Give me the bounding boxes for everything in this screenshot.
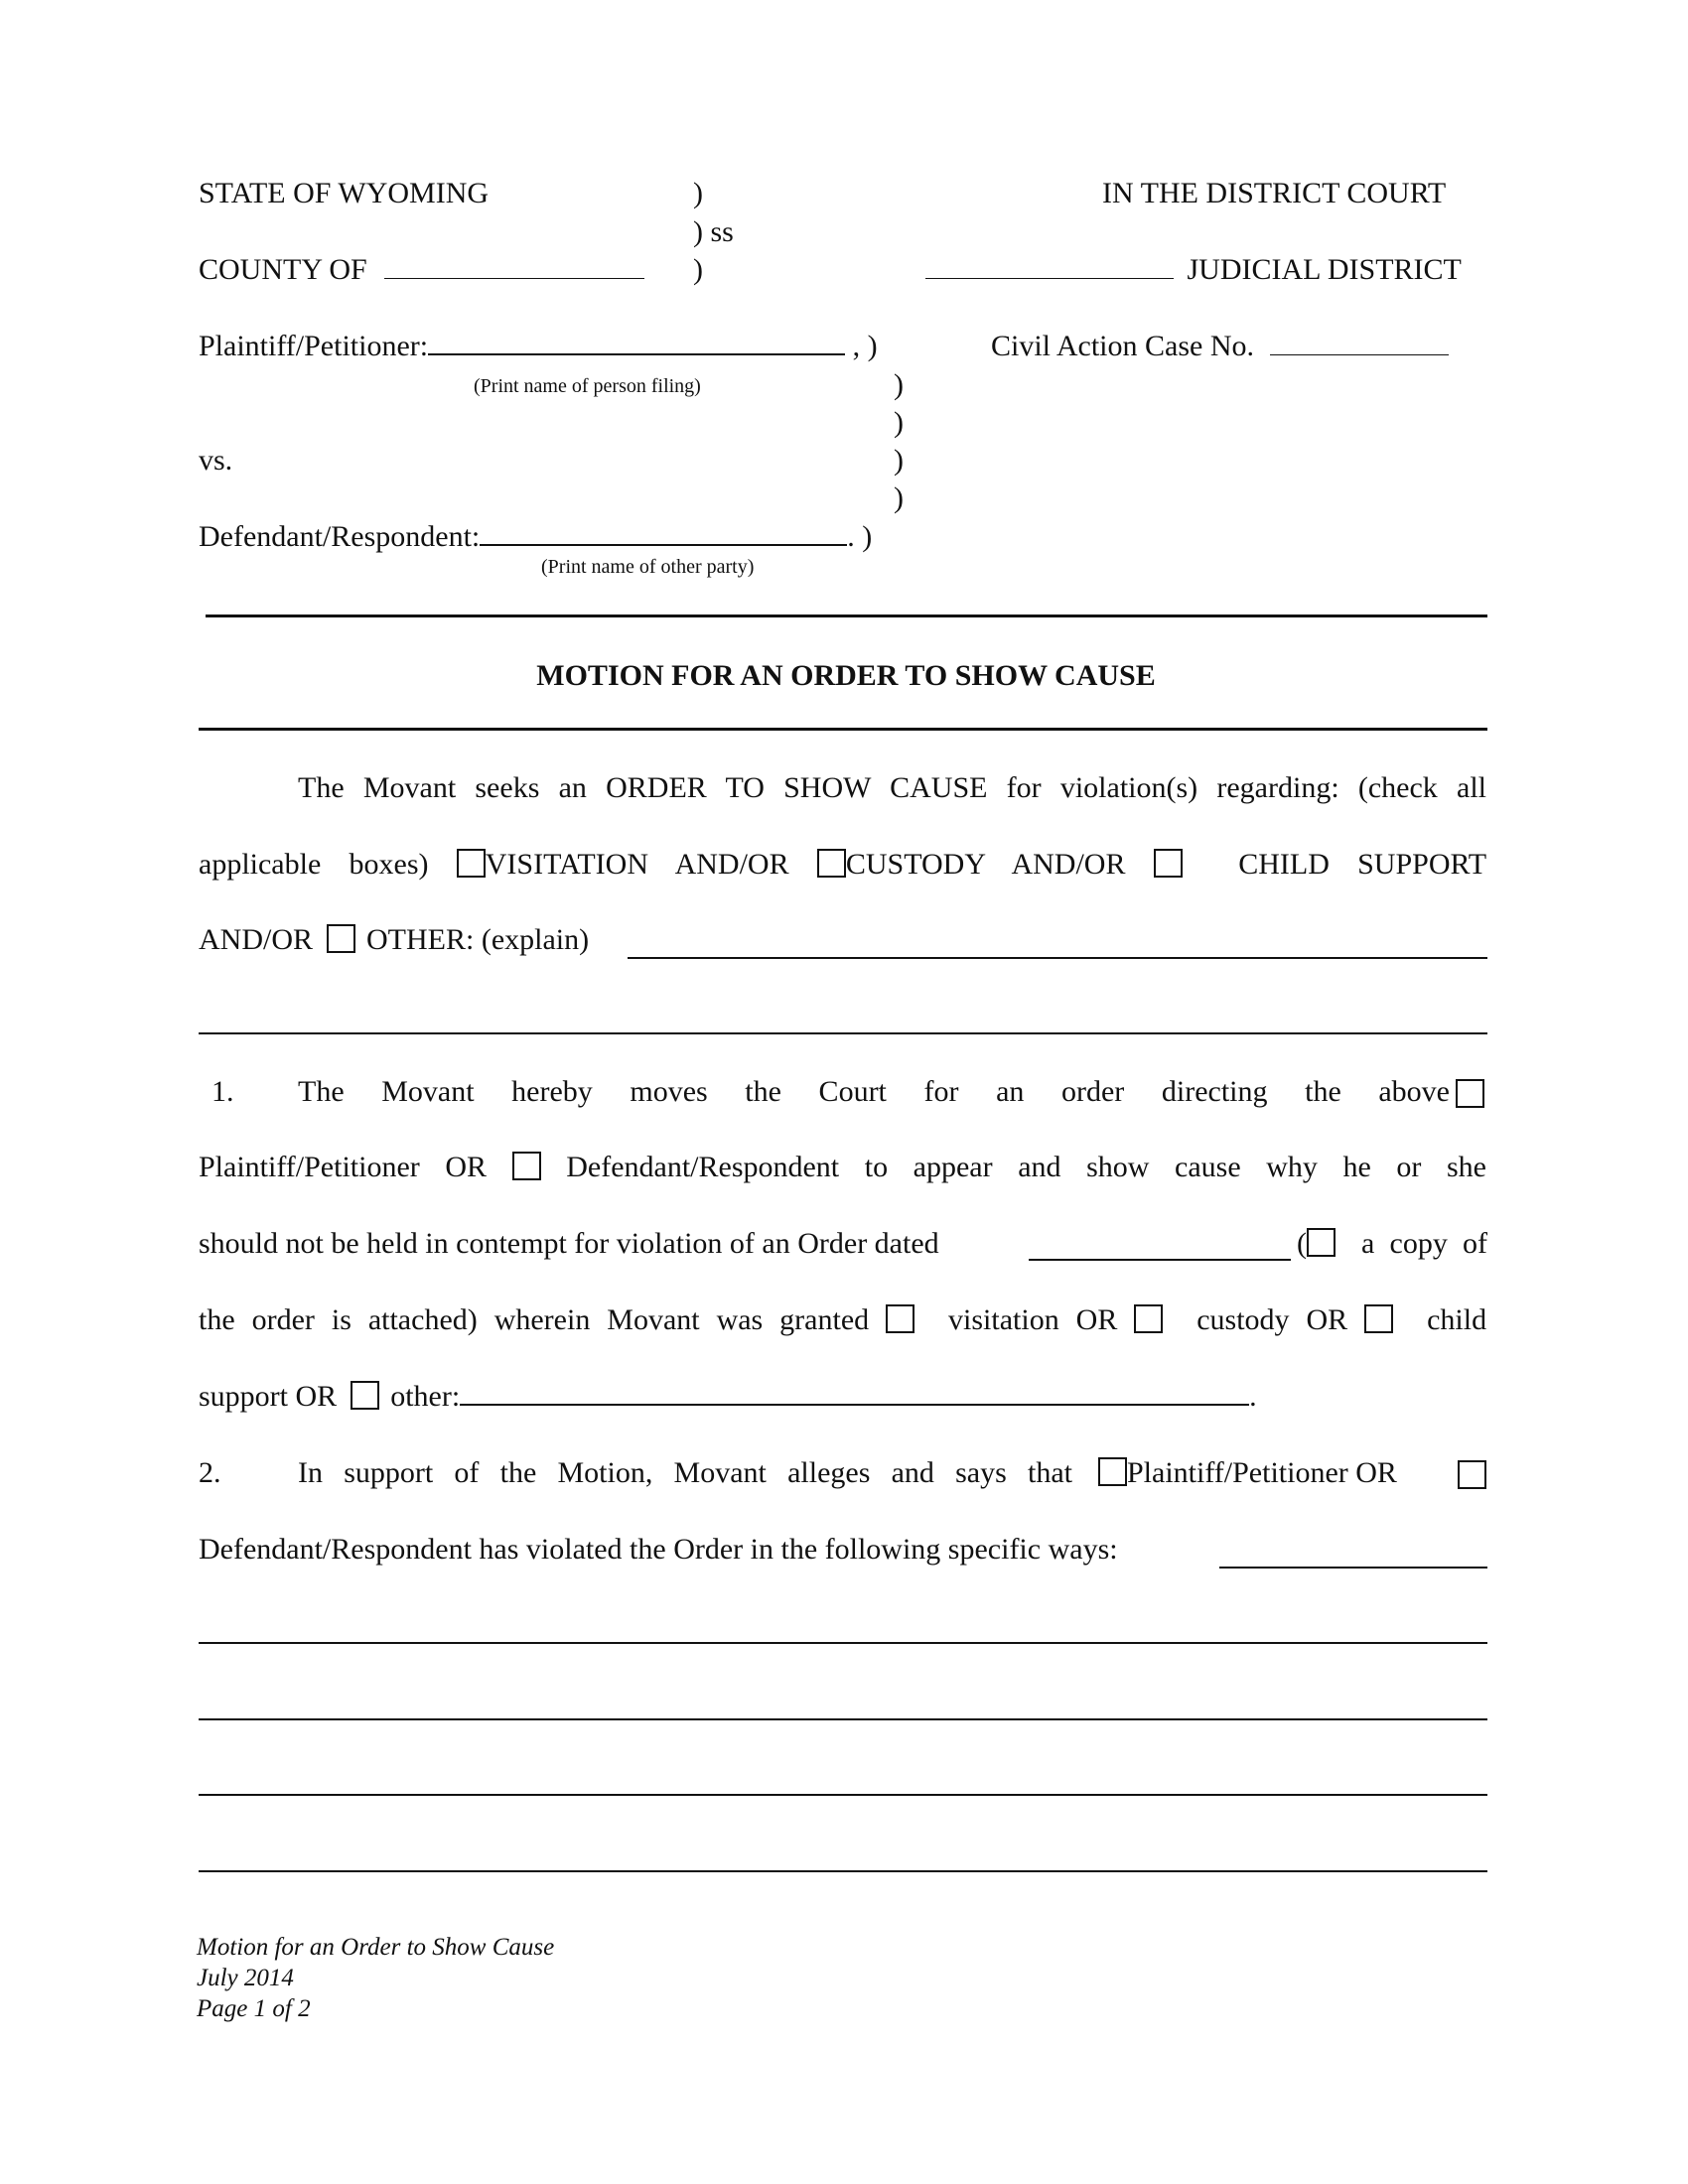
granted-custody-label: custody OR xyxy=(1196,1303,1348,1336)
child-support-label: CHILD SUPPORT xyxy=(1238,848,1487,881)
footer-page: Page 1 of 2 xyxy=(197,1995,311,2022)
caption-paren: ) xyxy=(693,253,703,286)
caption-paren: ) xyxy=(894,406,904,439)
defendant-checkbox[interactable] xyxy=(512,1152,541,1180)
state-label: STATE OF WYOMING xyxy=(199,177,490,209)
para1-line-2 xyxy=(199,1151,1486,1184)
copy-attached-checkbox[interactable] xyxy=(1307,1228,1336,1257)
custody-checkbox[interactable] xyxy=(817,849,846,878)
judicial-district-label: JUDICIAL DISTRICT xyxy=(1187,253,1462,286)
para2-plaintiff-group xyxy=(1098,1456,1397,1490)
intro-line-1: The Movant seeks an ORDER TO SHOW CAUSE for violation(s) regarding: (check all xyxy=(298,771,1486,804)
footer-date: July 2014 xyxy=(197,1965,294,1991)
vs-label: vs. xyxy=(199,444,233,477)
plaintiff-row xyxy=(199,330,878,363)
para2-plaintiff-or-label: Plaintiff/Petitioner OR xyxy=(1127,1456,1397,1489)
violation-details-line-2[interactable] xyxy=(199,1642,1487,1644)
violator-plaintiff-checkbox[interactable] xyxy=(1098,1457,1127,1486)
plaintiff-suffix: , ) xyxy=(852,330,878,362)
county-label: COUNTY OF xyxy=(199,253,367,286)
para1-line-4 xyxy=(199,1303,1486,1337)
applicable-text: applicable boxes) xyxy=(199,848,429,881)
title-rule-bottom xyxy=(199,728,1487,731)
other-label: OTHER: (explain) xyxy=(366,923,590,956)
intro-line-2 xyxy=(199,848,1486,882)
caption-paren: ) xyxy=(894,368,904,401)
copy-attached-group xyxy=(1297,1227,1336,1261)
andor-label: AND/OR xyxy=(199,923,314,956)
plaintiff-name-field[interactable] xyxy=(428,353,845,355)
para1-line-5 xyxy=(199,1380,1257,1414)
granted-other-label: other: xyxy=(390,1380,461,1413)
visitation-label: VISITATION AND/OR xyxy=(485,848,789,881)
defendant-suffix: . ) xyxy=(847,520,873,553)
para1-line-1: The Movant hereby moves the Court for an order directing the above xyxy=(298,1075,1450,1108)
defendant-name-field[interactable] xyxy=(480,544,847,546)
district-row xyxy=(925,253,1462,287)
case-no-row xyxy=(991,330,1449,363)
footer-title: Motion for an Order to Show Cause xyxy=(197,1934,555,1961)
caption-paren: ) xyxy=(894,444,904,477)
plaintiff-checkbox[interactable] xyxy=(1456,1079,1484,1108)
county-field[interactable] xyxy=(384,278,644,279)
para1-number: 1. xyxy=(211,1075,234,1108)
title-rule-top xyxy=(206,614,1487,617)
para2-line-2 xyxy=(199,1533,1118,1567)
custody-label: CUSTODY AND/OR xyxy=(845,848,1126,881)
page-title-text: MOTION FOR AN ORDER TO SHOW CAUSE xyxy=(536,659,1156,692)
violation-details-field[interactable] xyxy=(1219,1567,1487,1569)
granted-other-checkbox[interactable] xyxy=(351,1381,379,1410)
other-explain-field[interactable] xyxy=(628,957,1487,959)
copy-open-paren: ( xyxy=(1297,1227,1307,1260)
para2-line-2-text: Defendant/Respondent has violated the Order in the following specific ways: xyxy=(199,1533,1118,1566)
other-explain-field-2[interactable] xyxy=(199,1032,1487,1034)
para1-line-2-text: Defendant/Respondent to appear and show cause why he or she xyxy=(566,1151,1486,1183)
violator-defendant-checkbox[interactable] xyxy=(1458,1460,1486,1489)
defendant-hint: (Print name of other party) xyxy=(541,556,755,578)
court-heading: IN THE DISTRICT COURT xyxy=(1102,177,1447,209)
violation-details-line-4[interactable] xyxy=(199,1794,1487,1796)
violation-details-line-5[interactable] xyxy=(199,1870,1487,1872)
granted-child-support-checkbox[interactable] xyxy=(1364,1304,1393,1333)
order-date-field[interactable] xyxy=(1029,1231,1291,1261)
plaintiff-or-label: Plaintiff/Petitioner OR xyxy=(199,1151,488,1183)
intro-line-3 xyxy=(199,923,589,957)
case-no-field[interactable] xyxy=(1270,354,1449,355)
child-support-checkbox[interactable] xyxy=(1154,849,1183,878)
granted-other-field[interactable] xyxy=(460,1404,1249,1406)
county-row xyxy=(199,253,644,287)
support-or-label: support OR xyxy=(199,1380,338,1413)
defendant-label: Defendant/Respondent: xyxy=(199,520,481,553)
para1-line-4-text: the order is attached) wherein Movant was granted xyxy=(199,1303,870,1336)
granted-custody-checkbox[interactable] xyxy=(1134,1304,1163,1333)
granted-visitation-label: visitation OR xyxy=(948,1303,1118,1336)
plaintiff-label: Plaintiff/Petitioner: xyxy=(199,330,429,362)
para1-period: . xyxy=(1249,1380,1257,1413)
para1-line-3-start: should not be held in contempt for violation of an Order dated xyxy=(199,1227,939,1260)
para2-number: 2. xyxy=(199,1456,221,1489)
plaintiff-hint: (Print name of person filing) xyxy=(474,375,701,397)
granted-child-label: child xyxy=(1427,1303,1487,1336)
district-field[interactable] xyxy=(925,278,1174,279)
page-title xyxy=(0,659,1688,693)
caption-ss: ) ss xyxy=(693,215,734,248)
caption-paren: ) xyxy=(894,481,904,514)
caption-paren: ) xyxy=(693,177,703,209)
para2-line-1: In support of the Motion, Movant alleges and says that xyxy=(298,1456,1072,1489)
visitation-checkbox[interactable] xyxy=(457,849,486,878)
violation-details-line-3[interactable] xyxy=(199,1718,1487,1720)
granted-visitation-checkbox[interactable] xyxy=(886,1304,914,1333)
case-no-label: Civil Action Case No. xyxy=(991,330,1254,362)
other-checkbox[interactable] xyxy=(327,924,355,953)
copy-of-label: a copy of xyxy=(1361,1227,1487,1260)
defendant-row xyxy=(199,520,872,554)
